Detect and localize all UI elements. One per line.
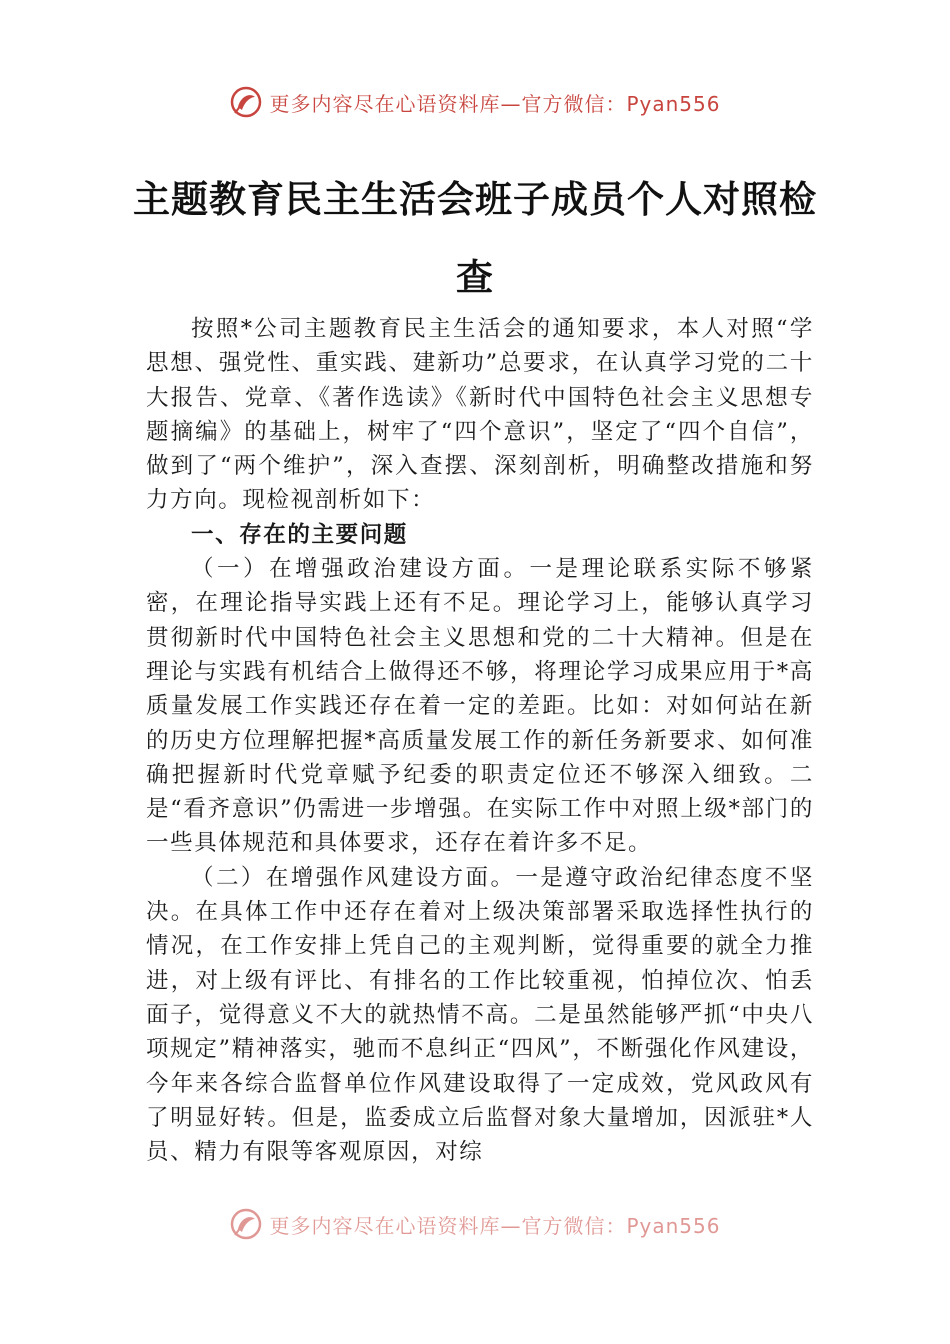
paragraph-style: （二）在增强作风建设方面。一是遵守政治纪律态度不坚决。在具体工作中还存在着对上级决策部署采取选择性执行的情况，在工作安排上凭自己的主观判断，觉得重要的就全力推进，对上级有评比、有排名的工作比较重视，怕掉位次、怕丢面子，觉得意义不大的就热情不高。二是虽然能够严抓“中央八项规定”精神落实，驰而不息纠正“四风”，不断强化作风建设，今年来各综合监督单位作风建设取得了一定成效，党风政风有了明显好转。但是，监委成立后监督对象大量增加，因派驻*人员、精力有限等客观原因，对综 (146, 864, 814, 1166)
watermark-text: 更多内容尽在心语资料库—官方微信：Pyan556 (269, 1213, 721, 1238)
title-line-1: 主题教育民主生活会班子成员个人对照检 (133, 177, 817, 221)
paragraph-political: （一）在增强政治建设方面。一是理论联系实际不够紧密，在理论指导实践上还有不足。理论学习上，能够认真学习贯彻新时代中国特色社会主义思想和党的二十大精神。但是在理论与实践有机结合上做得还不够，将理论学习成果应用于*高质量发展工作实践还存在着一定的差距。比如：对如何站在新的历史方位理解把握*高质量发展工作的新任务新要求、如何准确把握新时代党章赋予纪委的职责定位还不够深入细致。二是“看齐意识”仍需进一步增强。在实际工作中对照上级*部门的一些具体规范和具体要求，还存在着许多不足。 (146, 556, 814, 857)
watermark-header (0, 84, 950, 120)
intro-paragraph: 按照*公司主题教育民主生活会的通知要求，本人对照“学思想、强党性、重实践、建新功”总要求，在认真学习党的二十大报告、党章、《著作选读》《新时代中国特色社会主义思想专题摘编》的基础上，树牢了“四个意识”，坚定了“四个自信”，做到了“两个维护”，深入查摆、深刻剖析，明确整改措施和努力方向。现检视剖析如下： (146, 316, 814, 514)
logo-icon (229, 1207, 263, 1241)
document-title (0, 160, 950, 316)
watermark-footer (0, 1206, 950, 1242)
section-heading: 一、存在的主要问题 (191, 521, 408, 548)
logo-icon (229, 85, 263, 119)
watermark-text: 更多内容尽在心语资料库—官方微信：Pyan556 (269, 91, 721, 116)
document-body (146, 312, 814, 1169)
title-line-2: 查 (456, 255, 494, 299)
